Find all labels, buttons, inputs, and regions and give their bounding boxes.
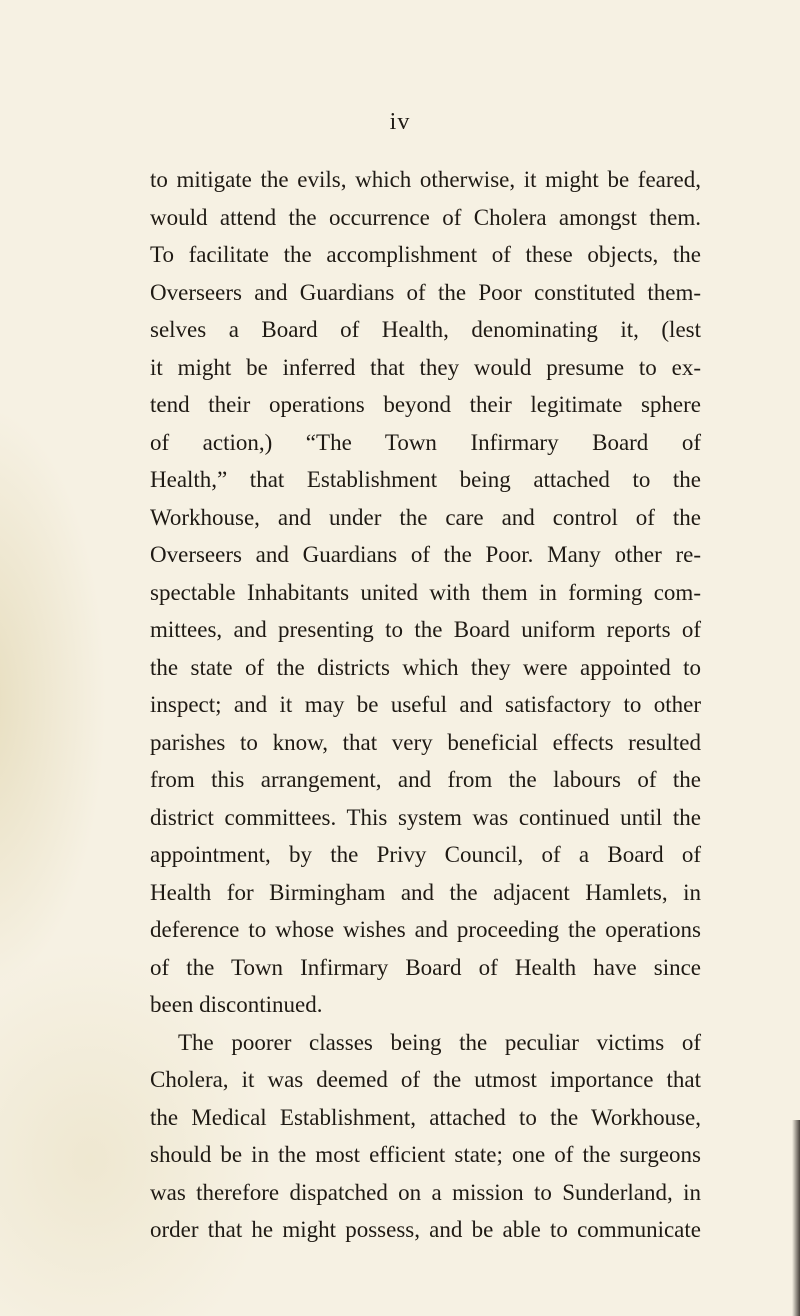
text-line: Workhouse, and under the care and control of the — [150, 504, 701, 530]
page-edge-shadow — [792, 1120, 800, 1316]
text-line: Health,” that Establishment being attached to the — [150, 467, 701, 492]
text-line: Overseers and Guardians of the Poor. Many other re- — [150, 542, 701, 567]
text-line: order that he might possess, and be able to communicate — [150, 1217, 701, 1242]
text-line: deference to whose wishes and proceeding the operations — [150, 917, 701, 942]
text-line: it might be inferred that they would presume to ex- — [150, 354, 701, 380]
text-line: To facilitate the accomplishment of these objects, the — [150, 242, 701, 267]
text-line: spectable Inhabitants united with them in forming com- — [150, 579, 701, 605]
text-line: mittees, and presenting to the Board uniform reports of — [150, 617, 701, 642]
text-line: would attend the occurrence of Cholera amongst them. — [150, 204, 701, 230]
text-line: from this arrangement, and from the labours of the — [150, 767, 701, 792]
text-line: the Medical Establishment, attached to the Workhouse, — [150, 1104, 701, 1130]
text-line: selves a Board of Health, denominating it, (lest — [150, 317, 701, 342]
text-line: been discontinued. — [150, 992, 323, 1017]
text-line: the state of the districts which they were appointed to — [150, 654, 701, 680]
text-line: Overseers and Guardians of the Poor constituted them- — [150, 279, 701, 305]
text-line: appointment, by the Privy Council, of a Board of — [150, 842, 701, 867]
text-line: parishes to know, that very beneficial effects resulted — [150, 729, 701, 755]
text-line: district committees. This system was continued until the — [150, 804, 701, 830]
text-line: should be in the most efficient state; one of the surgeons — [150, 1142, 701, 1167]
text-line: to mitigate the evils, which otherwise, it might be feared, — [150, 167, 701, 192]
text-line: of action,) “The Town Infirmary Board of — [150, 429, 701, 455]
text-line: of the Town Infirmary Board of Health have since — [150, 954, 701, 980]
text-line: Health for Birmingham and the adjacent Hamlets, in — [150, 879, 701, 905]
text-line: The poorer classes being the peculiar victims of — [178, 1029, 701, 1055]
body-text — [150, 161, 701, 1249]
text-line: Cholera, it was deemed of the utmost importance that — [150, 1067, 701, 1092]
page-number: iv — [389, 109, 411, 135]
text-line: tend their operations beyond their legitimate sphere — [150, 392, 701, 417]
text-line: inspect; and it may be useful and satisfactory to other — [150, 692, 701, 717]
text-line: was therefore dispatched on a mission to Sunderland, in — [150, 1179, 701, 1205]
